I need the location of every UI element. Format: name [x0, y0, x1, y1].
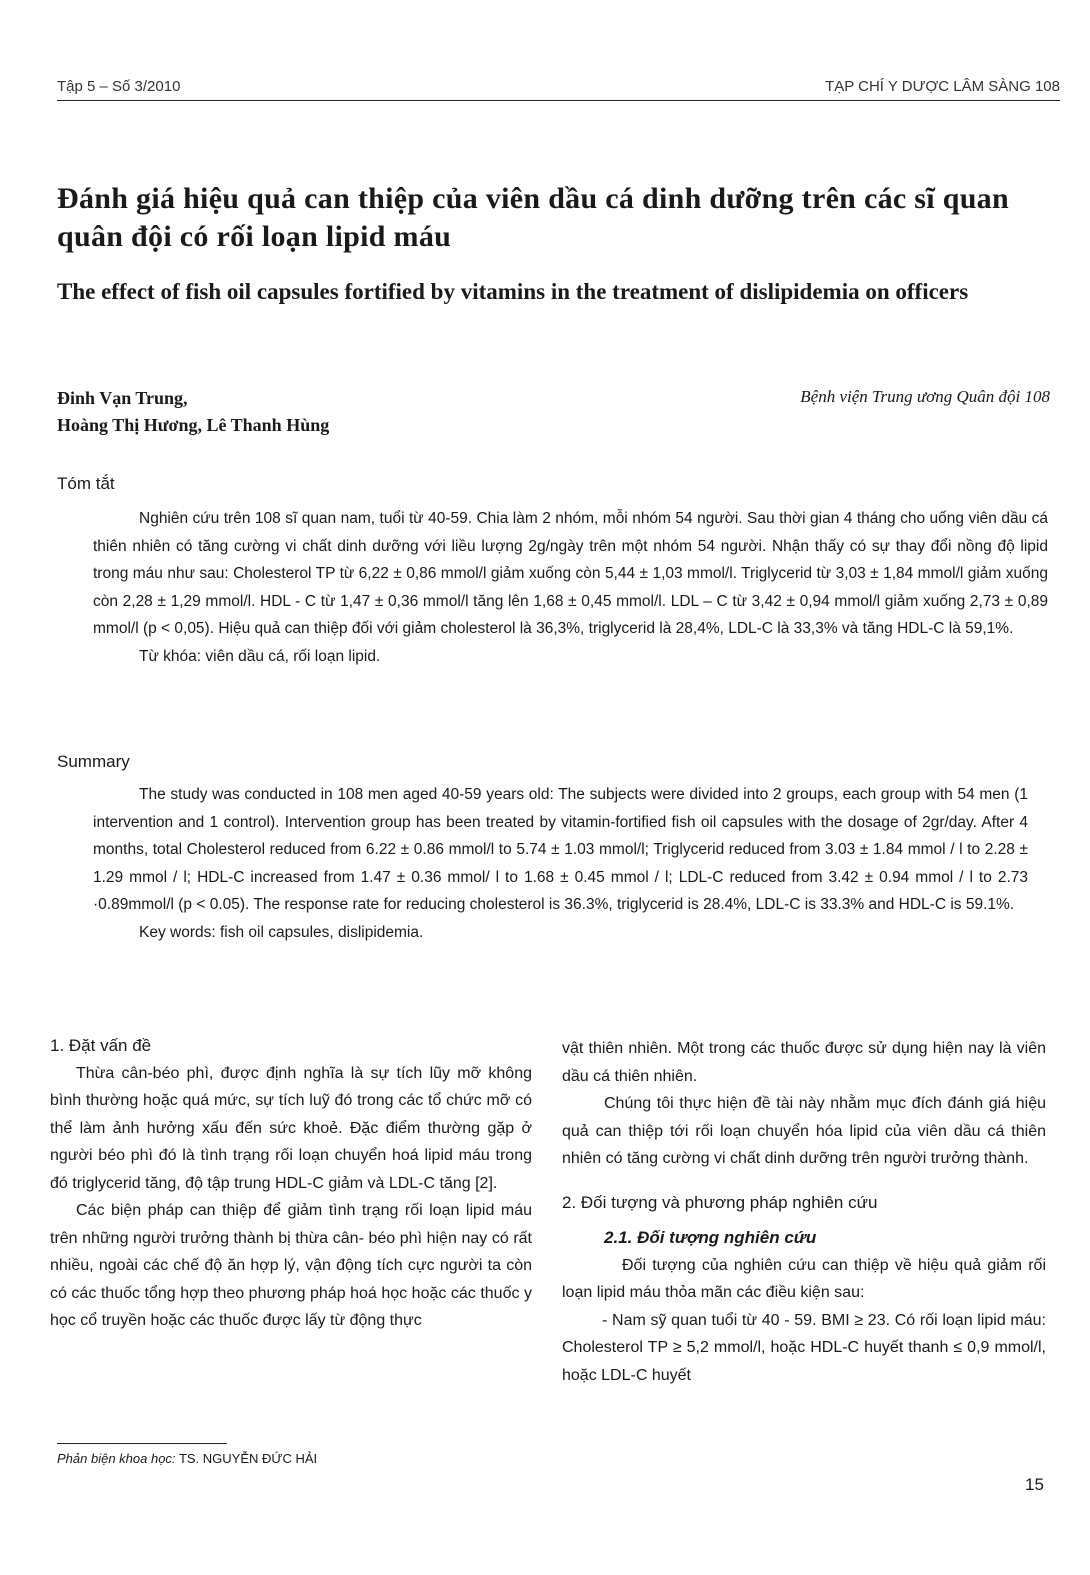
tomtat-keywords: Từ khóa: viên dầu cá, rối loạn lipid.: [139, 647, 381, 665]
page-number: 15: [1025, 1475, 1044, 1494]
right-paragraph-0: vật thiên nhiên. Một trong các thuốc được sử dụng hiện nay là viên dầu cá thiên nhiên.: [562, 1040, 1046, 1085]
running-header: [57, 78, 1060, 95]
section-2-1-heading: 2.1. Đối tượng nghiên cứu: [604, 1228, 817, 1247]
left-paragraph-1: Thừa cân-béo phì, được định nghĩa là sự tích lũy mỡ không bình thường hoặc quá mức, sự tích luỹ đó trong các tổ chức mỡ có thể làm ảnh hưởng xấu đến sức khoẻ. Đặc điểm thường gặp ở người béo phì đó là tình trạng rối loạn chuyển hoá lipid máu trong đó triglycerid tăng, độ tập trung HDL-C giảm và LDL-C tăng [2].: [50, 1064, 532, 1192]
affiliation: Bệnh viện Trung ương Quân đội 108: [800, 387, 1050, 406]
tomtat-heading: Tóm tắt: [57, 474, 115, 493]
right-column: [562, 1035, 1046, 1389]
summary-abstract: [93, 781, 1028, 946]
right-paragraph-1: Chúng tôi thực hiện đề tài này nhằm mục đích đánh giá hiệu quả can thiệp tới rối loạn chuyển hóa lipid của viên dầu cá thiên nhiên có tăng cường vi chất dinh dưỡng trên người trưởng thành.: [562, 1095, 1046, 1167]
title-vietnamese: Đánh giá hiệu quả can thiệp của viên dầu cá dinh dưỡng trên các sĩ quan quân đội có rối loạn lipid máu: [57, 182, 1009, 253]
tomtat-abstract: [93, 505, 1048, 670]
right-paragraph-2: Đối tượng của nghiên cứu can thiệp về hiệu quả giảm rối loạn lipid máu thỏa mãn các điều kiện sau:: [562, 1256, 1046, 1301]
header-rule: [57, 100, 1060, 101]
summary-keywords: Key words: fish oil capsules, dislipidemia.: [139, 923, 424, 941]
left-column: [50, 1032, 532, 1335]
left-paragraph-2: Các biện pháp can thiệp để giảm tình trạng rối loạn lipid máu trên những người trưởng thành bị thừa cân- béo phì hiện nay có rất nhiều, ngoài các chế độ ăn hợp lý, vận động tích cực người ta còn có các thuốc tổng hợp theo phương pháp hoá học hoặc các thuốc y học cổ truyền hoặc các thuốc được lấy từ động thực: [50, 1202, 532, 1329]
header-issue: Tập 5 – Số 3/2010: [57, 78, 181, 95]
author-line-2: Hoàng Thị Hương, Lê Thanh Hùng: [57, 415, 330, 435]
summary-body: The study was conducted in 108 men aged 40-59 years old: The subjects were divided into 2 groups, each group with 54 men (1 intervention and 1 control). Intervention group has been treated by vitamin-fortified fish oil capsules with the dosage of 2gr/day. After 4 months, total Cholesterol reduced from 6.22 ± 0.86 mmol/l to 5.74 ± 1.03 mmol/l; Triglycerid reduced from 3.03 ± 1.84 mmol / l to 2.28 ± 1.29 mmol / l; HDL-C increased from 1.47 ± 0.36 mmol/ l to 1.68 ± 0.45 mmol / l; LDL-C reduced from 3.42 ± 0.94 mmol / l to 2.73 ·0.89mmol/l (p < 0.05). The response rate for reducing cholesterol is 36.3%, triglycerid is 28.4%, LDL-C is 33.3% and HDL-C is 59.1%.: [93, 786, 1028, 913]
tomtat-body: Nghiên cứu trên 108 sĩ quan nam, tuổi từ 40-59. Chia làm 2 nhóm, mỗi nhóm 54 người. Sau thời gian 4 tháng cho uống viên dầu cá thiên nhiên có tăng cường vi chất dinh dưỡng với liều lượng 2g/ngày trên một nhóm 54 người. Nhận thấy có sự thay đổi nồng độ lipid trong máu như sau: Cholesterol TP từ 6,22 ± 0,86 mmol/l giảm xuống còn 5,44 ± 1,03 mmol/l. Triglycerid từ 3,03 ± 1,84 mmol/l giảm xuống còn 2,28 ± 1,29 mmol/l. HDL - C từ 1,47 ± 0,36 mmol/l tăng lên 1,68 ± 0,45 mmol/l. LDL – C từ 3,42 ± 0,94 mmol/l giảm xuống 2,73 ± 0,89 mmol/l (p < 0,05). Hiệu quả can thiệp đối với giảm cholesterol là 36,3%, triglycerid là 28,4%, LDL-C là 33,3% và tăng HDL-C là 59,1%.: [93, 510, 1048, 637]
authors: [57, 385, 557, 439]
footnote-reviewer: TS. NGUYỄN ĐỨC HẢI: [178, 1451, 318, 1466]
summary-heading: Summary: [57, 752, 130, 771]
footnote-label: Phản biện khoa học:: [57, 1451, 176, 1466]
section-1-heading: 1. Đặt vấn đề: [50, 1036, 152, 1055]
right-paragraph-3: - Nam sỹ quan tuổi từ 40 - 59. BMI ≥ 23. Có rối loạn lipid máu: Cholesterol TP ≥ 5,2 mmol/l, hoặc HDL-C huyết thanh ≤ 0,9 mmol/l, hoặc LDL-C huyết: [562, 1311, 1046, 1384]
footnote-rule: [57, 1443, 227, 1444]
author-line-1: Đinh Vạn Trung,: [57, 388, 188, 408]
footnote: [57, 1451, 317, 1466]
header-journal: TẠP CHÍ Y DƯỢC LÂM SÀNG 108: [825, 78, 1060, 95]
title-english: The effect of fish oil capsules fortified by vitamins in the treatment of dislipidemia on officers: [57, 279, 969, 304]
section-2-heading: 2. Đối tượng và phương pháp nghiên cứu: [562, 1192, 878, 1212]
